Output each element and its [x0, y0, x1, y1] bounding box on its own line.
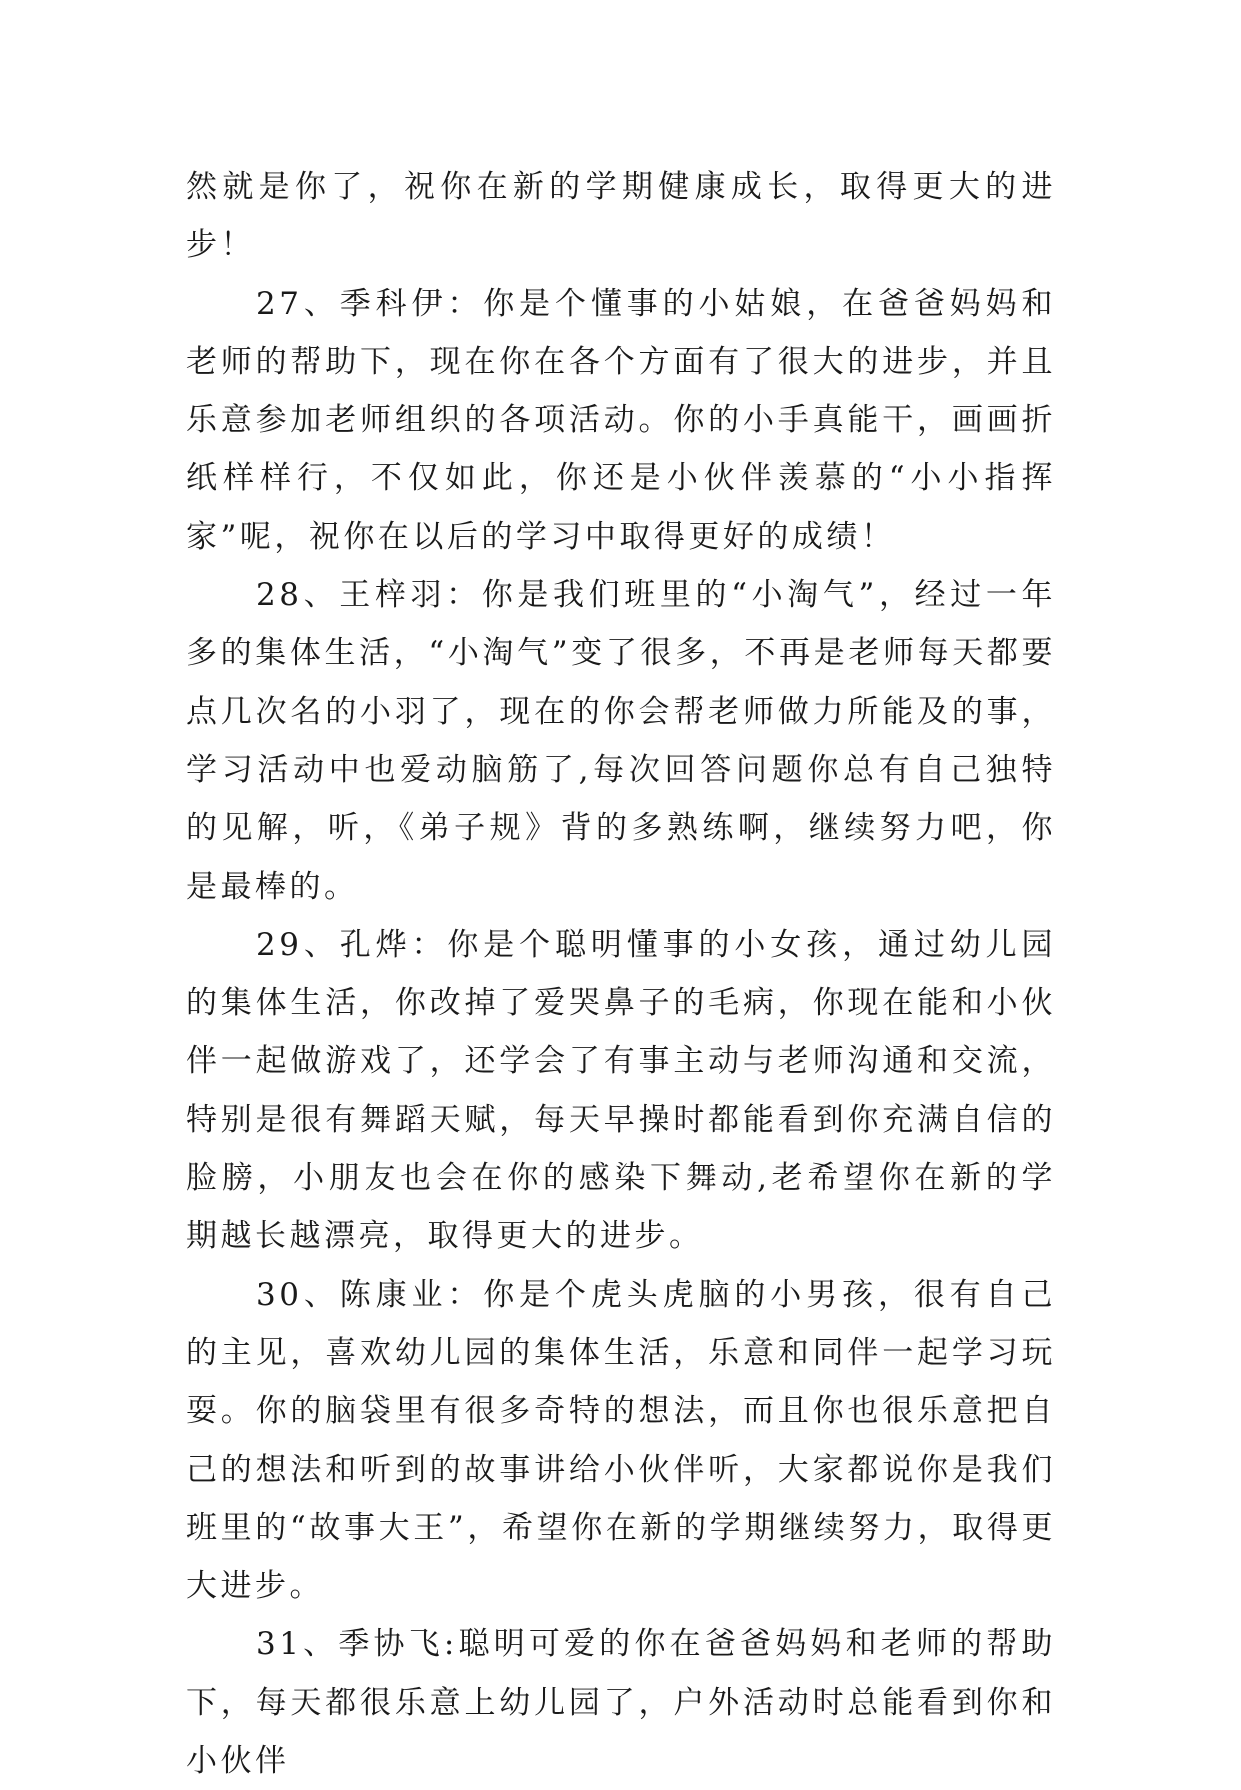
paragraph-comment-31: 31、季协飞:聪明可爱的你在爸爸妈妈和老师的帮助下，每天都很乐意上幼儿园了，户外活动时总能看到你和小伙伴 [186, 1626, 1056, 1780]
paragraph-comment-30: 30、陈康业：你是个虎头虎脑的小男孩，很有自己的主见，喜欢幼儿园的集体生活，乐意和同伴一起学习玩耍。你的脑袋里有很多奇特的想法，而且你也很乐意把自己的想法和听到的故事讲给小伙伴听，大家都说你是我们班里的“故事大王”，希望你在新的学期继续努力，取得更大进步。 [186, 1276, 1056, 1605]
paragraph-comment-28: 28、王梓羽：你是我们班里的“小淘气”，经过一年多的集体生活，“小淘气”变了很多，不再是老师每天都要点几次名的小羽了，现在的你会帮老师做力所能及的事，学习活动中也爱动脑筋了,每次回答问题你总有自己独特的见解，听，《弟子规》背的多熟练啊，继续努力吧，你是最棒的。 [186, 577, 1056, 905]
paragraph-comment-29: 29、孔烨：你是个聪明懂事的小女孩，通过幼儿园的集体生活，你改掉了爱哭鼻子的毛病，你现在能和小伙伴一起做游戏了，还学会了有事主动与老师沟通和交流，特别是很有舞蹈天赋，每天早操时都能看到你充满自信的脸膀，小朋友也会在你的感染下舞动,老希望你在新的学期越长越漂亮，取得更大的进步。 [186, 926, 1056, 1255]
document-body [186, 158, 1056, 1790]
paragraph-continuation: 然就是你了，祝你在新的学期健康成长，取得更大的进步！ [186, 169, 1056, 264]
paragraph-comment-27: 27、季科伊：你是个懂事的小姑娘，在爸爸妈妈和老师的帮助下，现在你在各个方面有了很大的进步，并且乐意参加老师组织的各项活动。你的小手真能干，画画折纸样样行，不仅如此，你还是小伙伴羡慕的“小小指挥家”呢，祝你在以后的学习中取得更好的成绩！ [186, 285, 1056, 555]
